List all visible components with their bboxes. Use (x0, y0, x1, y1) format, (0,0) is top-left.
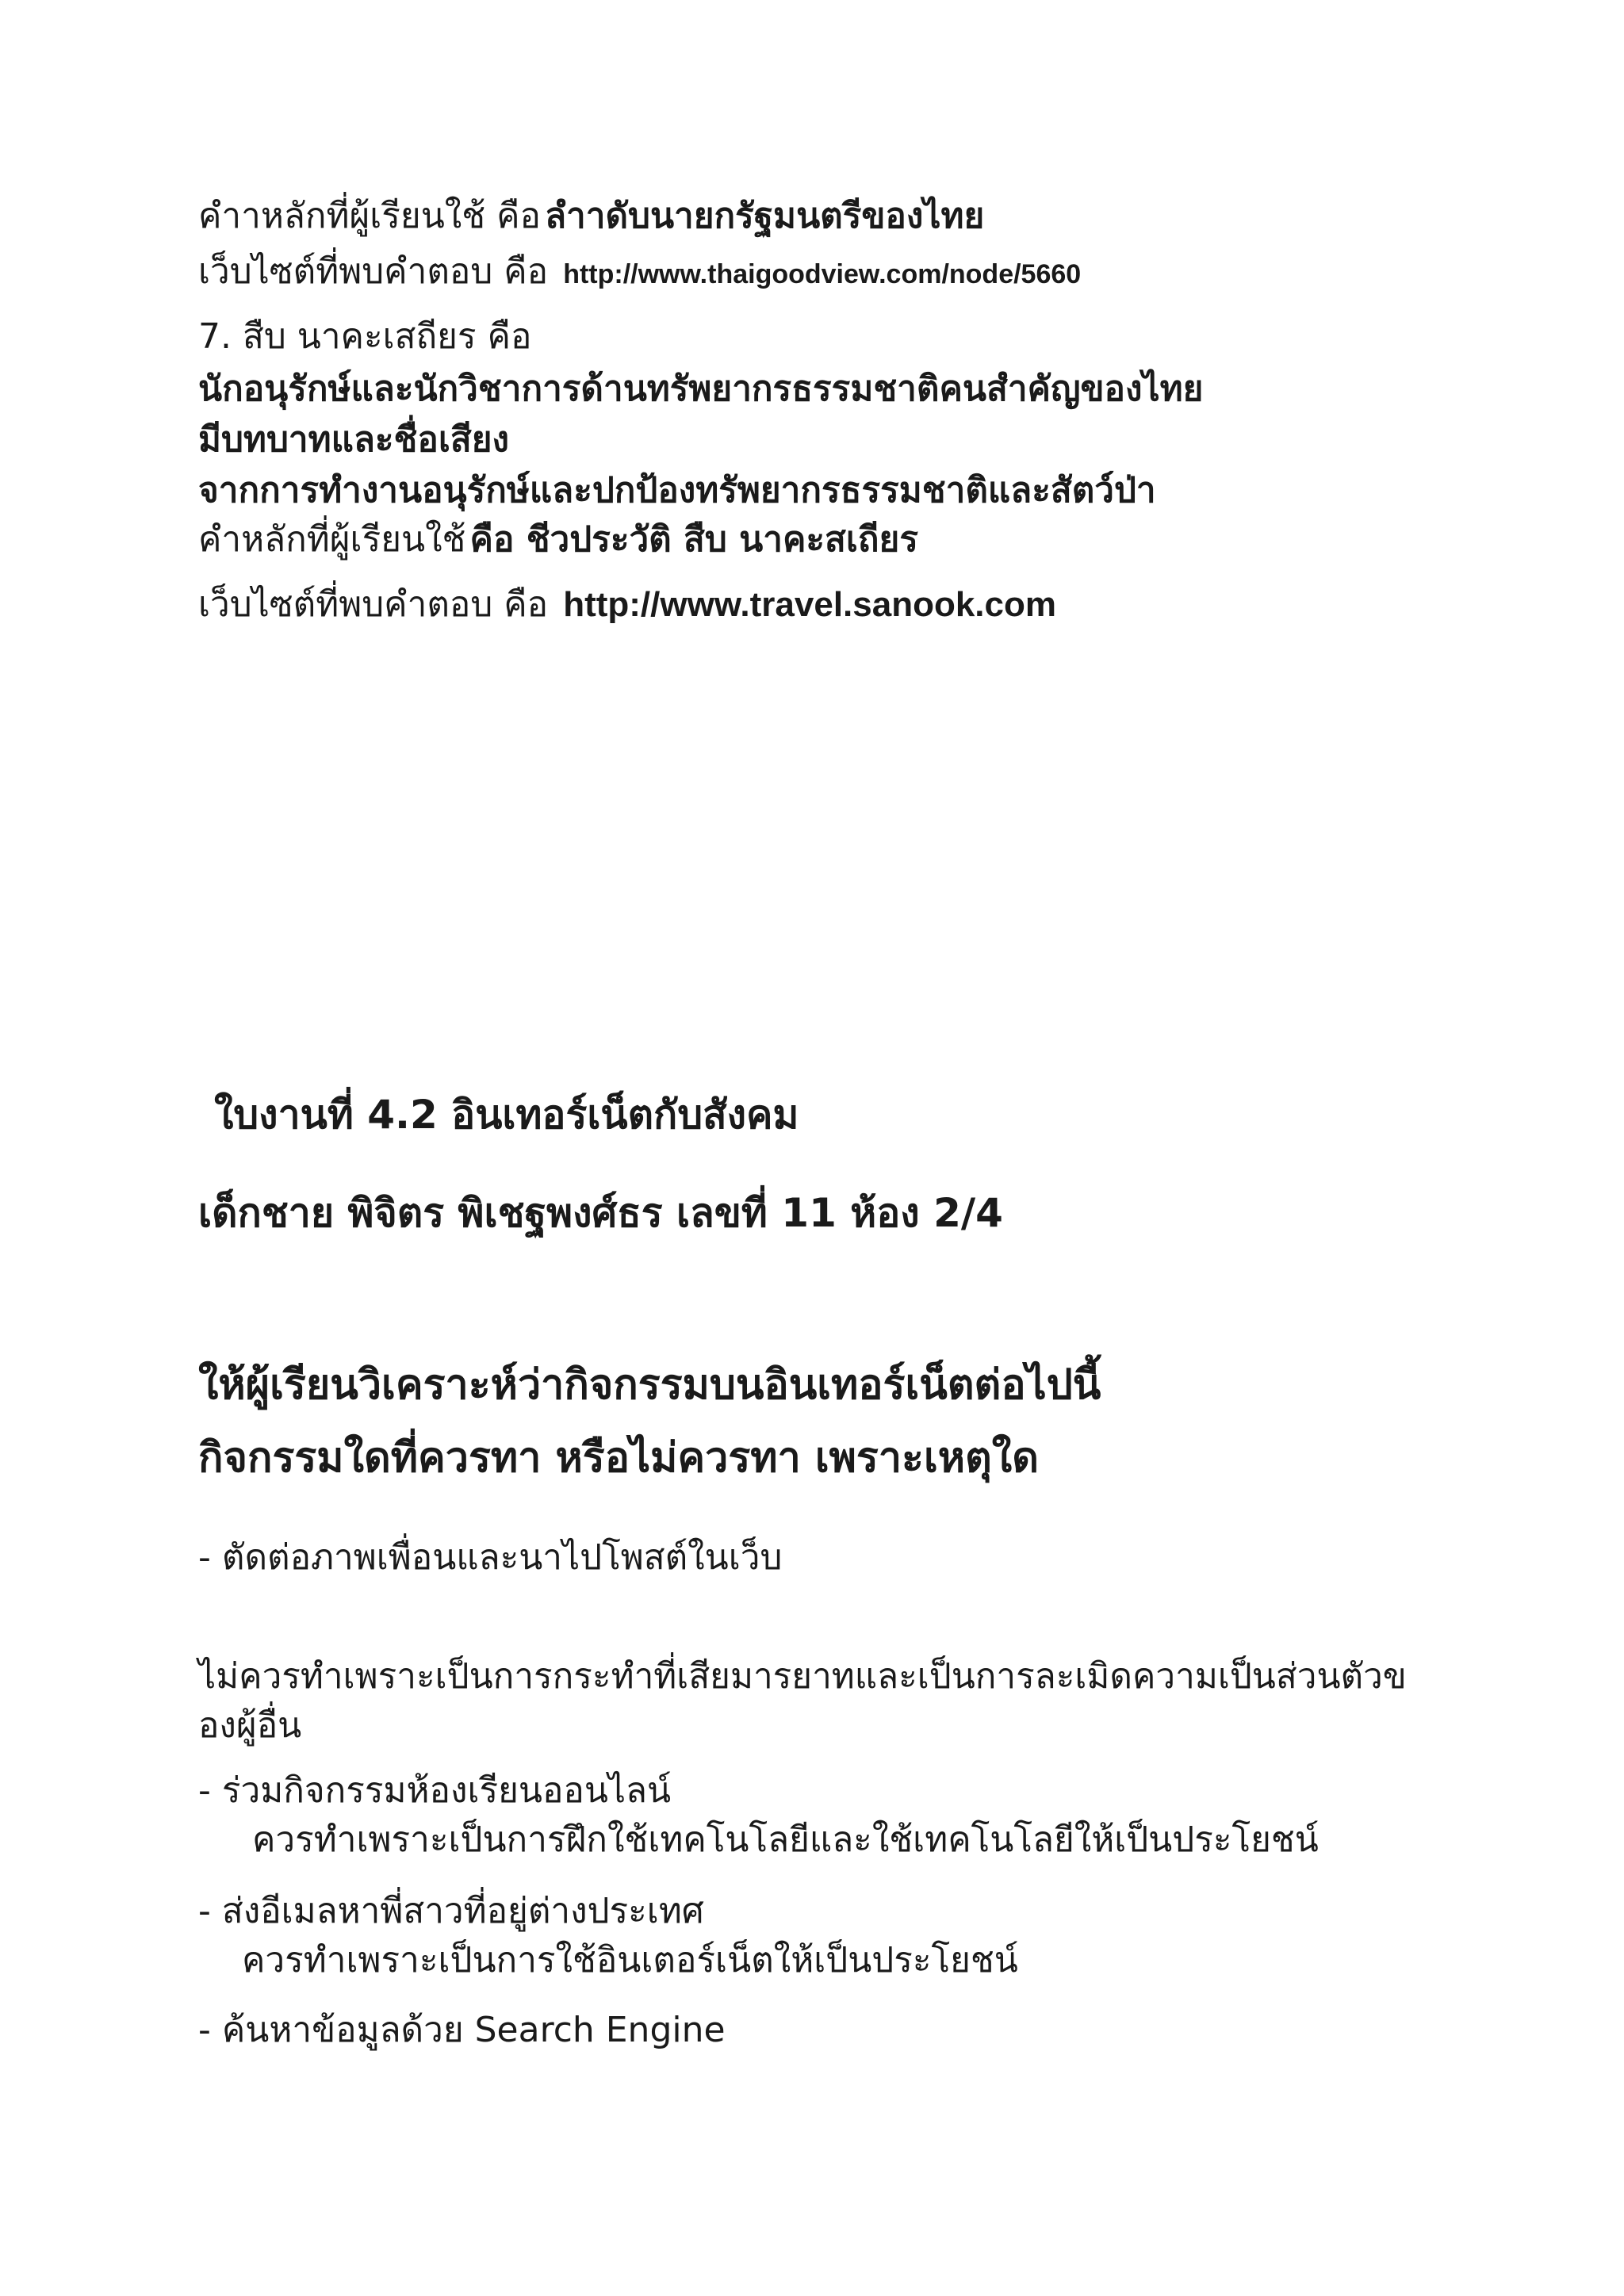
instruction-line1: ให้ผู้เรียนวิเคราะห์ว่ากิจกรรมบนอินเทอร์เน็ตต่อไปนี้ (198, 1361, 1101, 1409)
student-info: เด็กชาย พิจิตร พิเชฐพงศ์ธร เลขที่ 11 ห้อง 2/4 (198, 1190, 1003, 1236)
worksheet-title: ใบงานที่ 4.2 อินเทอร์เน็ตกับสังคม (214, 1092, 799, 1138)
instruction-line2: กิจกรรมใดที่ควรทา หรือไม่ควรทา เพราะเหตุใด (198, 1434, 1039, 1482)
item6-website-line (198, 252, 1081, 293)
item7-keyword-label: คำหลักที่ผู้เรียนใช้ (198, 519, 466, 560)
item7-answer-line1: นักอนุรักษ์และนักวิชาการด้านทรัพยากรธรรมชาติคนสำคัญของไทย (198, 369, 1204, 409)
item6-keyword-label: คำาหลักที่ผู้เรียนใช้ คือ (198, 196, 541, 236)
item7-website-line (198, 585, 1056, 626)
activity-1-answer-line2: องผู้อื่น (198, 1705, 302, 1746)
activity-1-answer-line1: ไม่ควรทำเพราะเป็นการกระทำที่เสียมารยาทและเป็นการละเมิดความเป็นส่วนตัวข (198, 1656, 1407, 1697)
activity-1: - ตัดต่อภาพเพื่อนและนาไปโพสต์ในเว็บ (198, 1537, 783, 1578)
activity-2: - ร่วมกิจกรรมห้องเรียนออนไลน์ (198, 1770, 672, 1811)
item7-website-label: เว็บไซต์ที่พบคำตอบ คือ (198, 584, 549, 625)
item6-website-url: http://www.thaigoodview.com/node/5660 (563, 259, 1082, 289)
item7-answer-line2: มีบทบาทและชื่อเสียง (198, 419, 509, 460)
activity-4: - ค้นหาข้อมูลด้วย Search Engine (198, 2010, 726, 2050)
item7-keyword-line (198, 520, 918, 561)
activity-3-answer: ควรทำเพราะเป็นการใช้อินเตอร์เน็ตให้เป็นประโยชน์ (242, 1940, 1018, 1980)
item7-website-url: http://www.travel.sanook.com (563, 585, 1057, 624)
item6-keyword-line (198, 197, 984, 237)
item7-keyword-value: คือ ชีวประวัติ สืบ นาคะสเถียร (469, 519, 918, 560)
item7-question: 7. สืบ นาคะเสถียร คือ (198, 316, 532, 357)
item7-answer-line3: จากการทำงานอนุรักษ์และปกป้องทรัพยากรธรรมชาติและสัตว์ป่า (198, 470, 1156, 511)
item6-keyword-value: ลำาดับนายกรัฐมนตรีของไทย (545, 196, 985, 236)
activity-3: - ส่งอีเมลหาพี่สาวที่อยู่ต่างประเทศ (198, 1891, 704, 1931)
activity-2-answer: ควรทำเพราะเป็นการฝึกใช้เทคโนโลยีและใช้เทคโนโลยีให้เป็นประโยชน์ (252, 1820, 1319, 1860)
item6-website-label: เว็บไซต์ที่พบคำตอบ คือ (198, 251, 549, 292)
